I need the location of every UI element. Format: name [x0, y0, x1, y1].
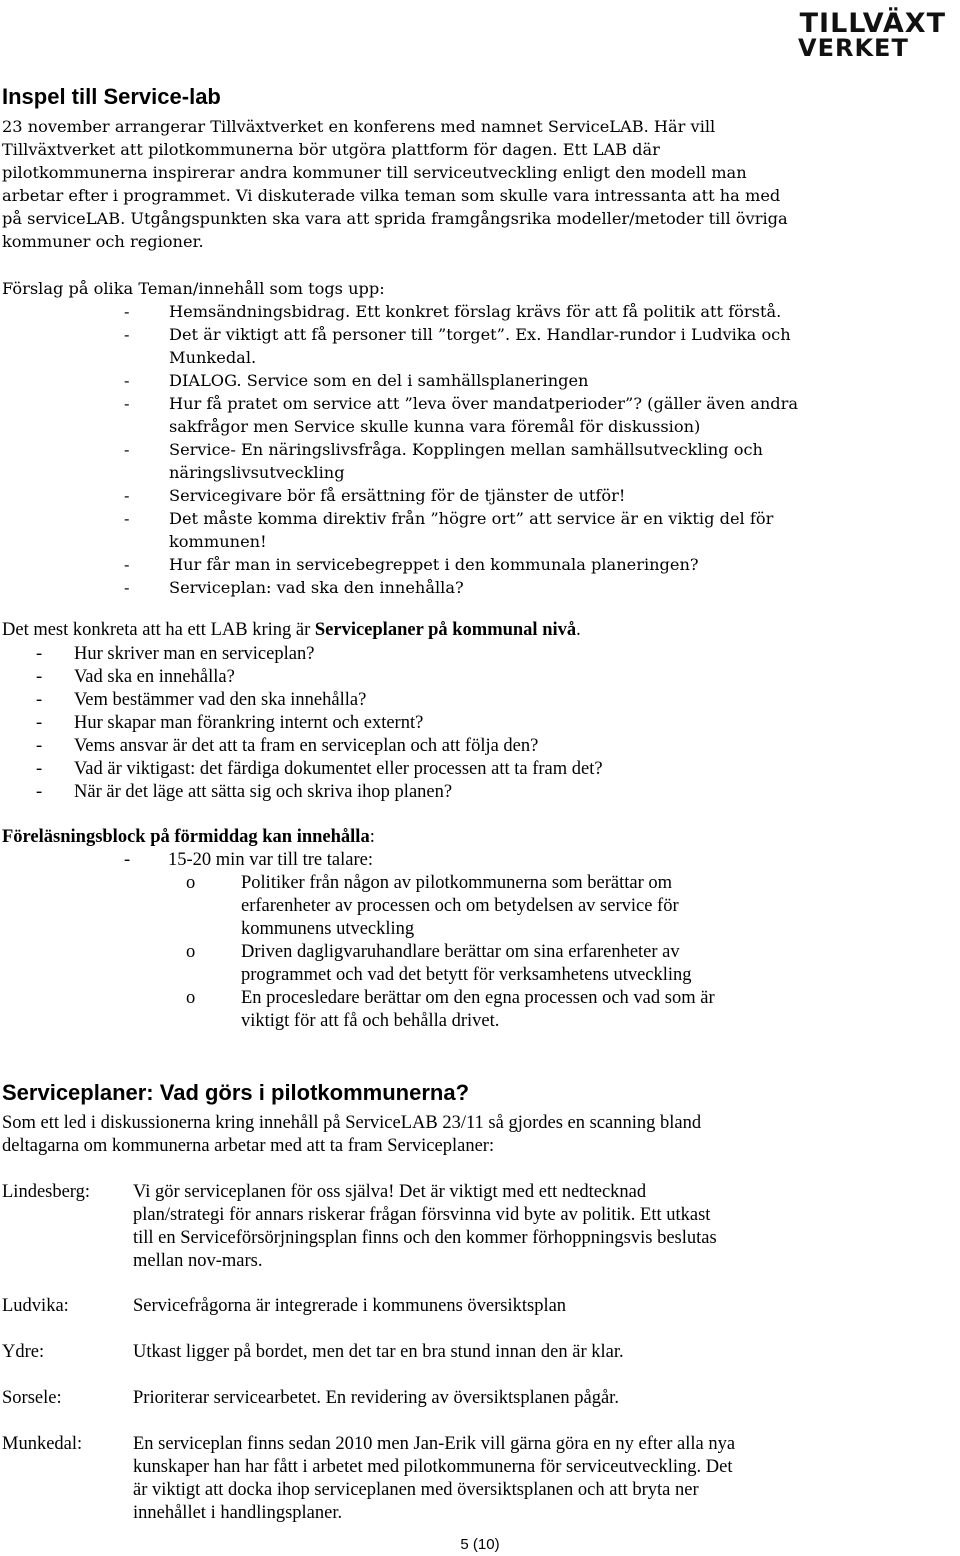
- tillvaxtverket-logo: [796, 6, 946, 62]
- theme-line: sakfrågor men Service skulle kunna vara föremål för diskussion): [169, 417, 701, 436]
- question-text: Hur skapar man förankring internt och externt?: [74, 713, 424, 733]
- concrete-suffix: .: [576, 620, 581, 640]
- municipality-name: Ydre:: [2, 1342, 45, 1362]
- theme-item: [124, 576, 904, 599]
- theme-item: [124, 300, 904, 323]
- municipality-line: mellan nov-mars.: [133, 1251, 263, 1271]
- question-text: När är det läge att sätta sig och skriva ihop planen?: [74, 782, 453, 802]
- speaker-item: [186, 872, 861, 941]
- question-item: [36, 712, 836, 735]
- questions-list: [36, 643, 836, 804]
- municipality-description: [133, 1181, 858, 1273]
- theme-item: [124, 553, 904, 576]
- theme-line: Munkedal.: [169, 348, 257, 367]
- theme-item: [124, 507, 904, 553]
- municipality-line: är viktigt att docka ihop serviceplanen med översiktsplanen och att bryta ner: [133, 1480, 699, 1500]
- scan-intro-line: deltagarna om kommunerna arbetar med att ta fram Serviceplaner:: [2, 1136, 495, 1156]
- question-text: Vad ska en innehålla?: [74, 667, 235, 687]
- dash: -: [36, 736, 43, 756]
- question-item: [36, 758, 836, 781]
- question-item: [36, 666, 836, 689]
- theme-line: kommunen!: [169, 532, 267, 551]
- municipality-description: [133, 1387, 858, 1410]
- speaker-line: erfarenheter av processen och om betydelsen av service för: [241, 896, 679, 916]
- theme-line: Det är viktigt att få personer till ”torget”. Ex. Handlar-rundor i Ludvika och: [169, 325, 791, 344]
- theme-item: [124, 392, 904, 438]
- intro-line: arbetar efter i programmet. Vi diskuterade vilka teman som skulle vara intressanta att ha med: [2, 186, 781, 205]
- theme-line: DIALOG. Service som en del i samhällsplaneringen: [169, 371, 589, 390]
- municipality-line: plan/strategi för annars riskerar frågan försvinna vid byte av politik. Ett utkast: [133, 1205, 711, 1225]
- lecture-item-text: 15-20 min var till tre talare:: [168, 850, 373, 870]
- dash: -: [124, 302, 130, 321]
- intro-line: Tillväxtverket att pilotkommunerna bör utgöra plattform för dagen. Ett LAB där: [2, 140, 660, 159]
- dash: -: [124, 371, 130, 390]
- circle-bullet: o: [186, 873, 196, 893]
- municipality-name: Lindesberg:: [2, 1182, 91, 1202]
- theme-item: [124, 323, 904, 369]
- intro-line: 23 november arrangerar Tillväxtverket en konferens med namnet ServiceLAB. Här vill: [2, 117, 716, 136]
- municipality-name: Sorsele:: [2, 1388, 62, 1408]
- municipality-line: En serviceplan finns sedan 2010 men Jan-Erik vill gärna göra en ny efter alla nya: [133, 1434, 736, 1454]
- municipality-line: Utkast ligger på bordet, men det tar en bra stund innan den är klar.: [133, 1342, 624, 1362]
- speaker-item: [186, 987, 861, 1033]
- speakers-list: [186, 872, 861, 1033]
- lecture-paragraph: [2, 826, 960, 849]
- dash: -: [36, 667, 43, 687]
- lecture-suffix: :: [369, 827, 375, 847]
- section-heading-serviceplaner: Serviceplaner: Vad görs i pilotkommunerna?: [2, 1080, 470, 1105]
- dash: -: [124, 578, 130, 597]
- speaker-item: [186, 941, 861, 987]
- municipality-line: Prioriterar servicearbetet. En revidering av översiktsplanen pågår.: [133, 1388, 619, 1408]
- dash: -: [36, 644, 43, 664]
- dash: -: [124, 555, 130, 574]
- municipality-line: innehållet i handlingsplaner.: [133, 1503, 343, 1523]
- question-text: Vem bestämmer vad den ska innehålla?: [74, 690, 367, 710]
- themes-title: Förslag på olika Teman/innehåll som togs upp:: [2, 279, 385, 298]
- lecture-bold: Föreläsningsblock på förmiddag kan innehålla: [2, 827, 370, 847]
- question-text: Vad är viktigast: det färdiga dokumentet eller processen att ta fram det?: [74, 759, 603, 779]
- municipality-description: [133, 1295, 858, 1318]
- intro-line: pilotkommunerna inspirerar andra kommuner till serviceutveckling enligt den modell man: [2, 163, 747, 182]
- theme-line: Hemsändningsbidrag. Ett konkret förslag krävs för att få politik att förstå.: [169, 302, 782, 321]
- dash: -: [124, 325, 130, 344]
- theme-item: [124, 484, 904, 507]
- themes-list: [124, 300, 904, 599]
- intro-line: kommuner och regioner.: [2, 232, 204, 251]
- intro-paragraph: [2, 115, 947, 253]
- dash: -: [36, 759, 43, 779]
- theme-line: Det måste komma direktiv från ”högre ort” att service är en viktig del för: [169, 509, 774, 528]
- speaker-line: Politiker från någon av pilotkommunerna som berättar om: [241, 873, 673, 893]
- page-number: 5 (10): [460, 1536, 500, 1553]
- dash: -: [36, 713, 43, 733]
- dash: -: [124, 486, 130, 505]
- dash: -: [124, 850, 131, 870]
- circle-bullet: o: [186, 988, 196, 1008]
- theme-line: Hur få pratet om service att ”leva över mandatperioder”? (gäller även andra: [169, 394, 799, 413]
- concrete-prefix: Det mest konkreta att ha ett LAB kring är: [2, 620, 315, 640]
- section-heading-service-lab: Inspel till Service-lab: [2, 84, 221, 109]
- dash: -: [124, 509, 130, 528]
- logo-line-1: TILLVÄXT: [799, 8, 946, 39]
- theme-line: Service- En näringslivsfråga. Kopplingen mellan samhällsutveckling och: [169, 440, 763, 459]
- municipality-line: till en Serviceförsörjningsplan finns och den kommer förhoppningsvis beslutas: [133, 1228, 717, 1248]
- theme-line: näringslivsutveckling: [169, 463, 345, 482]
- theme-item: [124, 438, 904, 484]
- question-item: [36, 689, 836, 712]
- question-text: Hur skriver man en serviceplan?: [74, 644, 315, 664]
- question-item: [36, 781, 836, 804]
- speaker-line: programmet och vad det betytt för verksamhetens utveckling: [241, 965, 692, 985]
- question-item: [36, 643, 836, 666]
- logo-line-2: VERKET: [798, 34, 909, 62]
- municipality-line: Vi gör serviceplanen för oss själva! Det är viktigt med ett nedtecknad: [133, 1182, 647, 1202]
- question-text: Vems ansvar är det att ta fram en serviceplan och att följa den?: [74, 736, 539, 756]
- municipality-line: kunskaper han har fått i arbetet med pilotkommunerna för serviceutveckling. Det: [133, 1457, 733, 1477]
- municipality-description: [133, 1341, 858, 1364]
- dash: -: [124, 394, 130, 413]
- theme-line: Hur får man in servicebegreppet i den kommunala planeringen?: [169, 555, 699, 574]
- theme-line: Servicegivare bör få ersättning för de tjänster de utför!: [169, 486, 626, 505]
- intro-line: på serviceLAB. Utgångspunkten ska vara att sprida framgångsrika modeller/metoder till övriga: [2, 209, 788, 228]
- concrete-paragraph: [2, 619, 960, 642]
- dash: -: [36, 782, 43, 802]
- concrete-bold: Serviceplaner på kommunal nivå: [314, 620, 577, 640]
- municipality-name: Ludvika:: [2, 1296, 69, 1316]
- theme-item: [124, 369, 904, 392]
- municipality-line: Servicefrågorna är integrerade i kommunens översiktsplan: [133, 1296, 567, 1316]
- speaker-line: Driven dagligvaruhandlare berättar om sina erfarenheter av: [241, 942, 680, 962]
- question-item: [36, 735, 836, 758]
- speaker-line: kommunens utveckling: [241, 919, 415, 939]
- dash: -: [36, 690, 43, 710]
- theme-line: Serviceplan: vad ska den innehålla?: [169, 578, 464, 597]
- dash: -: [124, 440, 130, 459]
- scan-intro: [2, 1112, 942, 1158]
- speaker-line: viktigt för att få och behålla drivet.: [241, 1011, 500, 1031]
- circle-bullet: o: [186, 942, 196, 962]
- speaker-line: En procesledare berättar om den egna processen och vad som är: [241, 988, 715, 1008]
- municipality-name: Munkedal:: [2, 1434, 83, 1454]
- municipality-description: [133, 1433, 858, 1525]
- scan-intro-line: Som ett led i diskussionerna kring innehåll på ServiceLAB 23/11 så gjordes en scanning bland: [2, 1113, 702, 1133]
